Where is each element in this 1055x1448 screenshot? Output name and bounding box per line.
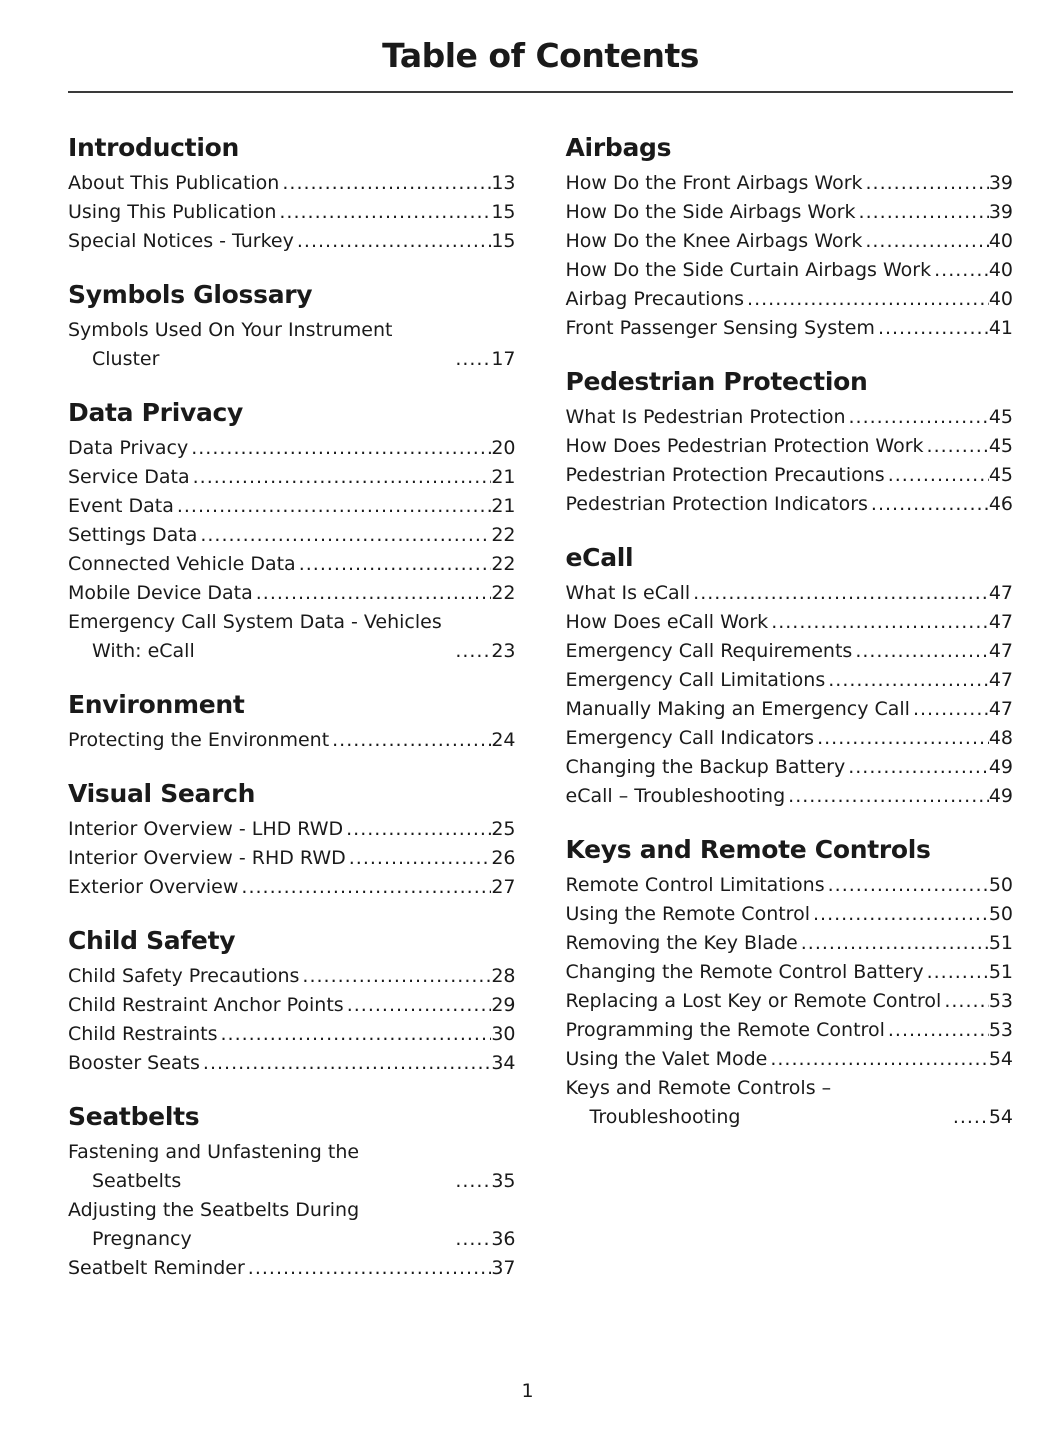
toc-entry <box>566 314 1014 343</box>
toc-entry <box>68 227 516 256</box>
toc-entry-page: 41 <box>988 317 1013 339</box>
toc-entry <box>68 1020 516 1049</box>
toc-entry-label: Settings Data <box>68 524 198 546</box>
dot-leader <box>855 637 989 666</box>
toc-entry-label: Connected Vehicle Data <box>68 553 296 575</box>
toc-entry-label: Child Safety Precautions <box>68 965 300 987</box>
dot-leader <box>302 962 491 991</box>
toc-entry <box>566 1045 1014 1074</box>
toc-entry-label: How Does eCall Work <box>565 611 769 633</box>
toc-entry-label: How Do the Side Airbags Work <box>565 201 856 223</box>
section-heading: Data Privacy <box>68 398 244 427</box>
toc-entry <box>566 666 1014 695</box>
toc-entry <box>566 169 1014 198</box>
dot-leader <box>817 724 989 753</box>
dot-leader <box>848 753 989 782</box>
toc-entry-page: 39 <box>988 201 1013 223</box>
toc-entry-label: Replacing a Lost Key or Remote Control <box>565 990 942 1012</box>
dot-leader <box>455 1167 491 1196</box>
dot-leader <box>248 1254 492 1283</box>
dot-leader <box>953 1103 989 1132</box>
toc-entry-label: How Do the Knee Airbags Work <box>565 230 863 252</box>
dot-leader <box>332 726 491 755</box>
toc-entry-page: 15 <box>491 230 516 252</box>
toc-entry-page: 49 <box>988 756 1013 778</box>
dot-leader <box>913 695 989 724</box>
toc-entry-page: 20 <box>491 437 516 459</box>
dot-leader <box>828 871 989 900</box>
toc-entry <box>566 579 1014 608</box>
section-heading: eCall <box>565 543 634 572</box>
dot-leader <box>813 900 989 929</box>
toc-entry <box>566 608 1014 637</box>
toc-entry-page: 28 <box>491 965 516 987</box>
toc-entry-page: 27 <box>491 876 516 898</box>
toc-entry-label: Fastening and Unfastening the Seatbelts <box>68 1141 360 1192</box>
toc-entry-label: Adjusting the Seatbelts During Pregnancy <box>68 1199 360 1250</box>
toc-entry <box>68 1138 516 1196</box>
toc-entry-label: Removing the Key Blade <box>565 932 798 954</box>
toc-entry-label: Event Data <box>68 495 174 517</box>
toc-entry-page: 51 <box>988 932 1013 954</box>
toc-entry <box>68 434 516 463</box>
toc-entry <box>566 637 1014 666</box>
toc-entry <box>68 521 516 550</box>
section-heading: Introduction <box>68 133 239 162</box>
dot-leader <box>241 873 491 902</box>
toc-entry-label: Manually Making an Emergency Call <box>565 698 910 720</box>
toc-column-1 <box>68 133 516 1307</box>
toc-entry <box>566 403 1014 432</box>
dot-leader <box>200 521 491 550</box>
toc-section <box>68 690 516 755</box>
toc-entry-label: Interior Overview - LHD RWD <box>68 818 344 840</box>
toc-entry <box>68 1254 516 1283</box>
toc-entry-label: Exterior Overview <box>68 876 239 898</box>
toc-entry-label: Emergency Call Requirements <box>565 640 853 662</box>
toc-entry <box>566 256 1014 285</box>
toc-entry <box>68 873 516 902</box>
page-title: Table of Contents <box>382 36 699 75</box>
toc-column-2 <box>566 133 1014 1307</box>
toc-entry-page: 45 <box>988 406 1013 428</box>
dot-leader <box>888 461 989 490</box>
toc-entry <box>566 1074 1014 1132</box>
toc-entry <box>566 432 1014 461</box>
toc-entry <box>68 198 516 227</box>
toc-entry-page: 47 <box>988 611 1013 633</box>
toc-entry-page: 53 <box>988 1019 1013 1041</box>
toc-entry-page: 50 <box>988 874 1013 896</box>
dot-leader <box>347 991 492 1020</box>
toc-entry <box>566 724 1014 753</box>
toc-entry <box>68 316 516 374</box>
toc-entry-label: Emergency Call Limitations <box>565 669 826 691</box>
dot-leader <box>859 198 989 227</box>
toc-entry-label: Pedestrian Protection Precautions <box>565 464 885 486</box>
toc-entry <box>566 987 1014 1016</box>
toc-section <box>566 543 1014 811</box>
toc-entry-label: How Do the Side Curtain Airbags Work <box>565 259 932 281</box>
toc-entry-page: 48 <box>988 727 1013 749</box>
toc-entry <box>68 608 516 666</box>
dot-leader <box>191 434 491 463</box>
toc-entry-page: 40 <box>988 230 1013 252</box>
toc-entry-page: 45 <box>988 435 1013 457</box>
toc-entry-page: 15 <box>491 201 516 223</box>
toc-entry <box>566 227 1014 256</box>
toc-entry-page: 47 <box>988 640 1013 662</box>
toc-section <box>566 835 1014 1132</box>
toc-columns <box>68 133 1013 1307</box>
toc-entry <box>566 929 1014 958</box>
dot-leader <box>801 929 989 958</box>
toc-entry-page: 45 <box>988 464 1013 486</box>
toc-entry <box>68 169 516 198</box>
toc-entry-label: How Does Pedestrian Protection Work <box>565 435 924 457</box>
toc-entry-label: About This Publication <box>68 172 280 194</box>
toc-entry-page: 13 <box>491 172 516 194</box>
toc-entry-label: Child Restraint Anchor Points <box>68 994 344 1016</box>
toc-entry-label: Seatbelt Reminder <box>68 1257 245 1279</box>
toc-entry-page: 23 <box>491 640 516 662</box>
toc-entry <box>68 726 516 755</box>
toc-section <box>68 1102 516 1283</box>
toc-entry-label: Child Restraints <box>68 1023 218 1045</box>
toc-entry-page: 46 <box>988 493 1013 515</box>
toc-entry <box>68 991 516 1020</box>
toc-entry-label: Emergency Call Indicators <box>565 727 815 749</box>
toc-entry-label: What Is Pedestrian Protection <box>565 406 846 428</box>
toc-entry-label: Symbols Used On Your Instrument Cluster <box>68 319 393 370</box>
toc-entry-page: 30 <box>491 1023 516 1045</box>
toc-entry <box>566 461 1014 490</box>
toc-entry-page: 29 <box>491 994 516 1016</box>
toc-entry-page: 35 <box>491 1170 516 1192</box>
toc-entry-label: Protecting the Environment <box>68 729 330 751</box>
toc-section <box>68 133 516 256</box>
toc-entry <box>566 900 1014 929</box>
toc-entry <box>566 490 1014 519</box>
toc-entry-page: 34 <box>491 1052 516 1074</box>
toc-entry-page: 50 <box>988 903 1013 925</box>
dot-leader <box>203 1049 491 1078</box>
dot-leader <box>455 637 491 666</box>
dot-leader <box>279 198 491 227</box>
toc-entry-page: 51 <box>988 961 1013 983</box>
toc-entry <box>68 962 516 991</box>
toc-entry-page: 39 <box>988 172 1013 194</box>
toc-entry-page: 47 <box>988 669 1013 691</box>
toc-entry <box>566 1016 1014 1045</box>
section-heading: Child Safety <box>68 926 236 955</box>
toc-entry-page: 22 <box>491 524 516 546</box>
toc-entry-page: 36 <box>491 1228 516 1250</box>
toc-entry-page: 54 <box>988 1106 1013 1128</box>
toc-entry-label: Pedestrian Protection Indicators <box>565 493 868 515</box>
dot-leader <box>944 987 988 1016</box>
dot-leader <box>220 1020 491 1049</box>
page-footer <box>0 1380 1055 1402</box>
dot-leader <box>177 492 491 521</box>
toc-entry-page: 37 <box>491 1257 516 1279</box>
toc-entry-page: 25 <box>491 818 516 840</box>
dot-leader <box>693 579 989 608</box>
section-heading: Pedestrian Protection <box>565 367 868 396</box>
dot-leader <box>282 169 491 198</box>
dot-leader <box>871 490 989 519</box>
toc-entry <box>68 1049 516 1078</box>
dot-leader <box>927 958 989 987</box>
toc-entry-label: Booster Seats <box>68 1052 200 1074</box>
dot-leader <box>770 1045 988 1074</box>
section-heading: Symbols Glossary <box>68 280 313 309</box>
toc-entry <box>566 198 1014 227</box>
toc-entry <box>68 1196 516 1254</box>
section-heading: Environment <box>68 690 245 719</box>
dot-leader <box>193 463 492 492</box>
toc-entry-label: Data Privacy <box>68 437 189 459</box>
dot-leader <box>849 403 989 432</box>
section-heading: Visual Search <box>68 779 256 808</box>
section-heading: Keys and Remote Controls <box>565 835 931 864</box>
toc-entry-page: 24 <box>491 729 516 751</box>
toc-entry-label: Remote Control Limitations <box>565 874 825 896</box>
toc-entry-page: 53 <box>988 990 1013 1012</box>
toc-entry <box>566 871 1014 900</box>
dot-leader <box>256 579 492 608</box>
dot-leader <box>866 169 989 198</box>
toc-entry-label: Using the Remote Control <box>565 903 810 925</box>
toc-entry-label: Using This Publication <box>68 201 277 223</box>
toc-entry-page: 26 <box>491 847 516 869</box>
dot-leader <box>349 844 492 873</box>
dot-leader <box>747 285 989 314</box>
toc-entry-label: Using the Valet Mode <box>565 1048 768 1070</box>
toc-entry <box>566 958 1014 987</box>
dot-leader <box>455 1225 491 1254</box>
toc-entry <box>68 550 516 579</box>
toc-entry-page: 40 <box>988 288 1013 310</box>
toc-entry-page: 22 <box>491 582 516 604</box>
dot-leader <box>927 432 989 461</box>
toc-entry <box>68 844 516 873</box>
toc-entry-page: 21 <box>491 495 516 517</box>
dot-leader <box>771 608 989 637</box>
toc-section <box>68 398 516 666</box>
toc-entry-label: How Do the Front Airbags Work <box>565 172 863 194</box>
toc-entry-page: 17 <box>491 348 516 370</box>
section-heading: Airbags <box>565 133 672 162</box>
toc-entry-label: Keys and Remote Controls – Troubleshooting <box>565 1077 832 1128</box>
toc-entry <box>566 695 1014 724</box>
toc-entry-page: 47 <box>988 582 1013 604</box>
toc-entry <box>68 492 516 521</box>
toc-entry-label: eCall – Troubleshooting <box>565 785 786 807</box>
dot-leader <box>299 550 492 579</box>
page-header <box>68 36 1013 93</box>
toc-entry-label: Changing the Backup Battery <box>565 756 846 778</box>
toc-entry-label: Airbag Precautions <box>565 288 745 310</box>
toc-entry-label: Special Notices - Turkey <box>68 230 294 252</box>
toc-section <box>68 926 516 1078</box>
toc-entry-page: 49 <box>988 785 1013 807</box>
dot-leader <box>828 666 989 695</box>
toc-entry <box>566 285 1014 314</box>
toc-entry-page: 40 <box>988 259 1013 281</box>
toc-entry-page: 21 <box>491 466 516 488</box>
section-heading: Seatbelts <box>68 1102 200 1131</box>
toc-entry-label: Service Data <box>68 466 190 488</box>
toc-section <box>68 779 516 902</box>
dot-leader <box>788 782 989 811</box>
toc-entry-label: What Is eCall <box>565 582 691 604</box>
toc-entry-label: Changing the Remote Control Battery <box>565 961 924 983</box>
footer-page-number: 1 <box>521 1380 534 1402</box>
dot-leader <box>878 314 989 343</box>
dot-leader <box>455 345 491 374</box>
toc-section <box>68 280 516 374</box>
toc-section <box>566 367 1014 519</box>
toc-entry-label: Emergency Call System Data - Vehicles With: eCall <box>68 611 442 662</box>
dot-leader <box>934 256 989 285</box>
title-divider <box>68 91 1013 93</box>
toc-entry <box>68 463 516 492</box>
toc-entry <box>68 579 516 608</box>
dot-leader <box>865 227 988 256</box>
toc-entry-label: Front Passenger Sensing System <box>565 317 875 339</box>
toc-entry-label: Programming the Remote Control <box>565 1019 885 1041</box>
toc-entry-label: Interior Overview - RHD RWD <box>68 847 346 869</box>
toc-section <box>566 133 1014 343</box>
dot-leader <box>888 1016 989 1045</box>
toc-entry-label: Mobile Device Data <box>68 582 253 604</box>
toc-entry-page: 54 <box>988 1048 1013 1070</box>
toc-entry-page: 22 <box>491 553 516 575</box>
toc-entry-page: 47 <box>988 698 1013 720</box>
toc-entry <box>566 782 1014 811</box>
toc-entry <box>68 815 516 844</box>
toc-entry <box>566 753 1014 782</box>
dot-leader <box>297 227 491 256</box>
dot-leader <box>346 815 491 844</box>
